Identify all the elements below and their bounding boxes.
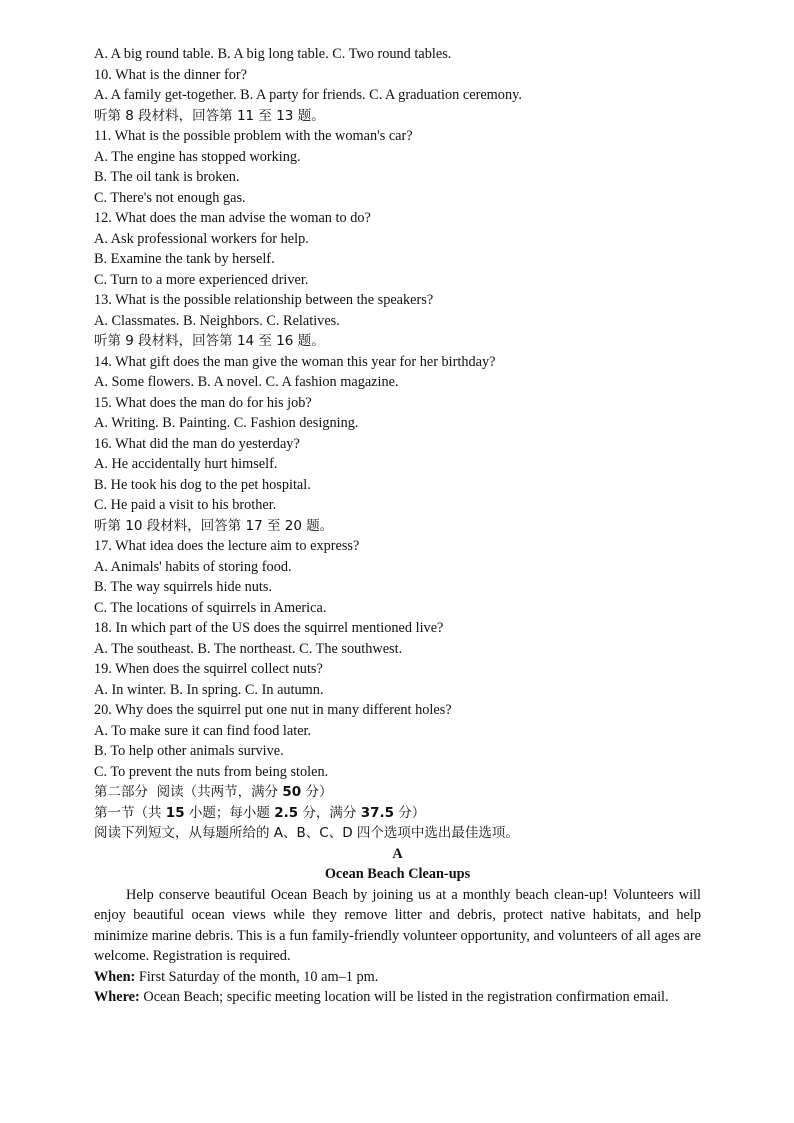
answer-options: A. Writing. B. Painting. C. Fashion designing. (94, 415, 359, 431)
question-line: 19. When does the squirrel collect nuts? (94, 661, 323, 677)
question-line: 15. What does the man do for his job? (94, 394, 312, 411)
section-instruction: 听第 8 段材料，回答第 11 至 13 题。 (94, 107, 325, 124)
answer-options: B. The oil tank is broken. (94, 169, 240, 185)
answer-options: A. In winter. B. In spring. C. In autumn. (94, 681, 324, 698)
question-line: 11. What is the possible problem with the woman's car? (94, 128, 413, 144)
answer-options: C. Turn to a more experienced driver. (94, 271, 309, 288)
answer-options: A. A family get-together. B. A party for friends. C. A graduation ceremony. (94, 87, 522, 103)
exam-page (94, 44, 701, 1008)
answer-options: A. To make sure it can find food later. (94, 722, 312, 739)
section1-heading: 第一节（共 15 小题；每小题 2.5 分，满分 37.5 分） (94, 804, 426, 821)
reading-instruction: 阅读下列短文，从每题所给的 A、B、C、D 四个选项中选出最佳选项。 (94, 825, 519, 841)
passage-when: When: First Saturday of the month, 10 am–1 pm. (94, 968, 379, 985)
question-line: 13. What is the possible relationship between the speakers? (94, 292, 434, 308)
answer-options: C. To prevent the nuts from being stolen. (94, 763, 329, 780)
answer-options: A. Classmates. B. Neighbors. C. Relatives. (94, 312, 340, 329)
passage-intro: Help conserve beautiful Ocean Beach by joining us at a monthly beach clean-up! Volunteers will enjoy beautiful ocean views while they remove litter and debris, protect native habitats, and help minimize marine debris. This is a fun family-friendly volunteer opportunity, and volunteers of all ages are welcome. Registration is required. (94, 886, 701, 964)
answer-options: A. The southeast. B. The northeast. C. The southwest. (94, 640, 403, 657)
answer-options: B. He took his dog to the pet hospital. (94, 476, 311, 493)
answer-options: A. A big round table. B. A big long table. C. Two round tables. (94, 46, 452, 62)
answer-options: B. The way squirrels hide nuts. (94, 579, 273, 595)
part2-heading: 第二部分 阅读（共两节，满分 50 分） (94, 784, 333, 800)
answer-options: A. Ask professional workers for help. (94, 230, 309, 247)
answer-options: C. The locations of squirrels in America. (94, 599, 327, 616)
answer-options: C. He paid a visit to his brother. (94, 497, 277, 513)
question-line: 16. What did the man do yesterday? (94, 435, 300, 452)
passage-letter: A (392, 845, 403, 862)
section-instruction: 听第 9 段材料，回答第 14 至 16 题。 (94, 333, 325, 349)
question-line: 12. What does the man advise the woman to do? (94, 210, 371, 226)
answer-options: A. Some flowers. B. A novel. C. A fashion magazine. (94, 374, 399, 390)
question-line: 10. What is the dinner for? (94, 66, 247, 83)
question-line: 14. What gift does the man give the woman this year for her birthday? (94, 353, 496, 370)
answer-options: C. There's not enough gas. (94, 189, 246, 206)
question-line: 18. In which part of the US does the squirrel mentioned live? (94, 620, 444, 636)
section-instruction: 听第 10 段材料，回答第 17 至 20 题。 (94, 517, 334, 534)
listening-section (94, 44, 701, 782)
answer-options: B. To help other animals survive. (94, 743, 284, 759)
question-line: 17. What idea does the lecture aim to express? (94, 538, 360, 554)
answer-options: B. Examine the tank by herself. (94, 251, 275, 267)
question-line: 20. Why does the squirrel put one nut in many different holes? (94, 702, 452, 718)
answer-options: A. The engine has stopped working. (94, 148, 301, 165)
passage-title: Ocean Beach Clean-ups (324, 866, 471, 882)
passage-where: Where: Ocean Beach; specific meeting location will be listed in the registration confirmation email. (94, 989, 669, 1005)
answer-options: A. He accidentally hurt himself. (94, 456, 278, 472)
answer-options: A. Animals' habits of storing food. (94, 558, 292, 575)
